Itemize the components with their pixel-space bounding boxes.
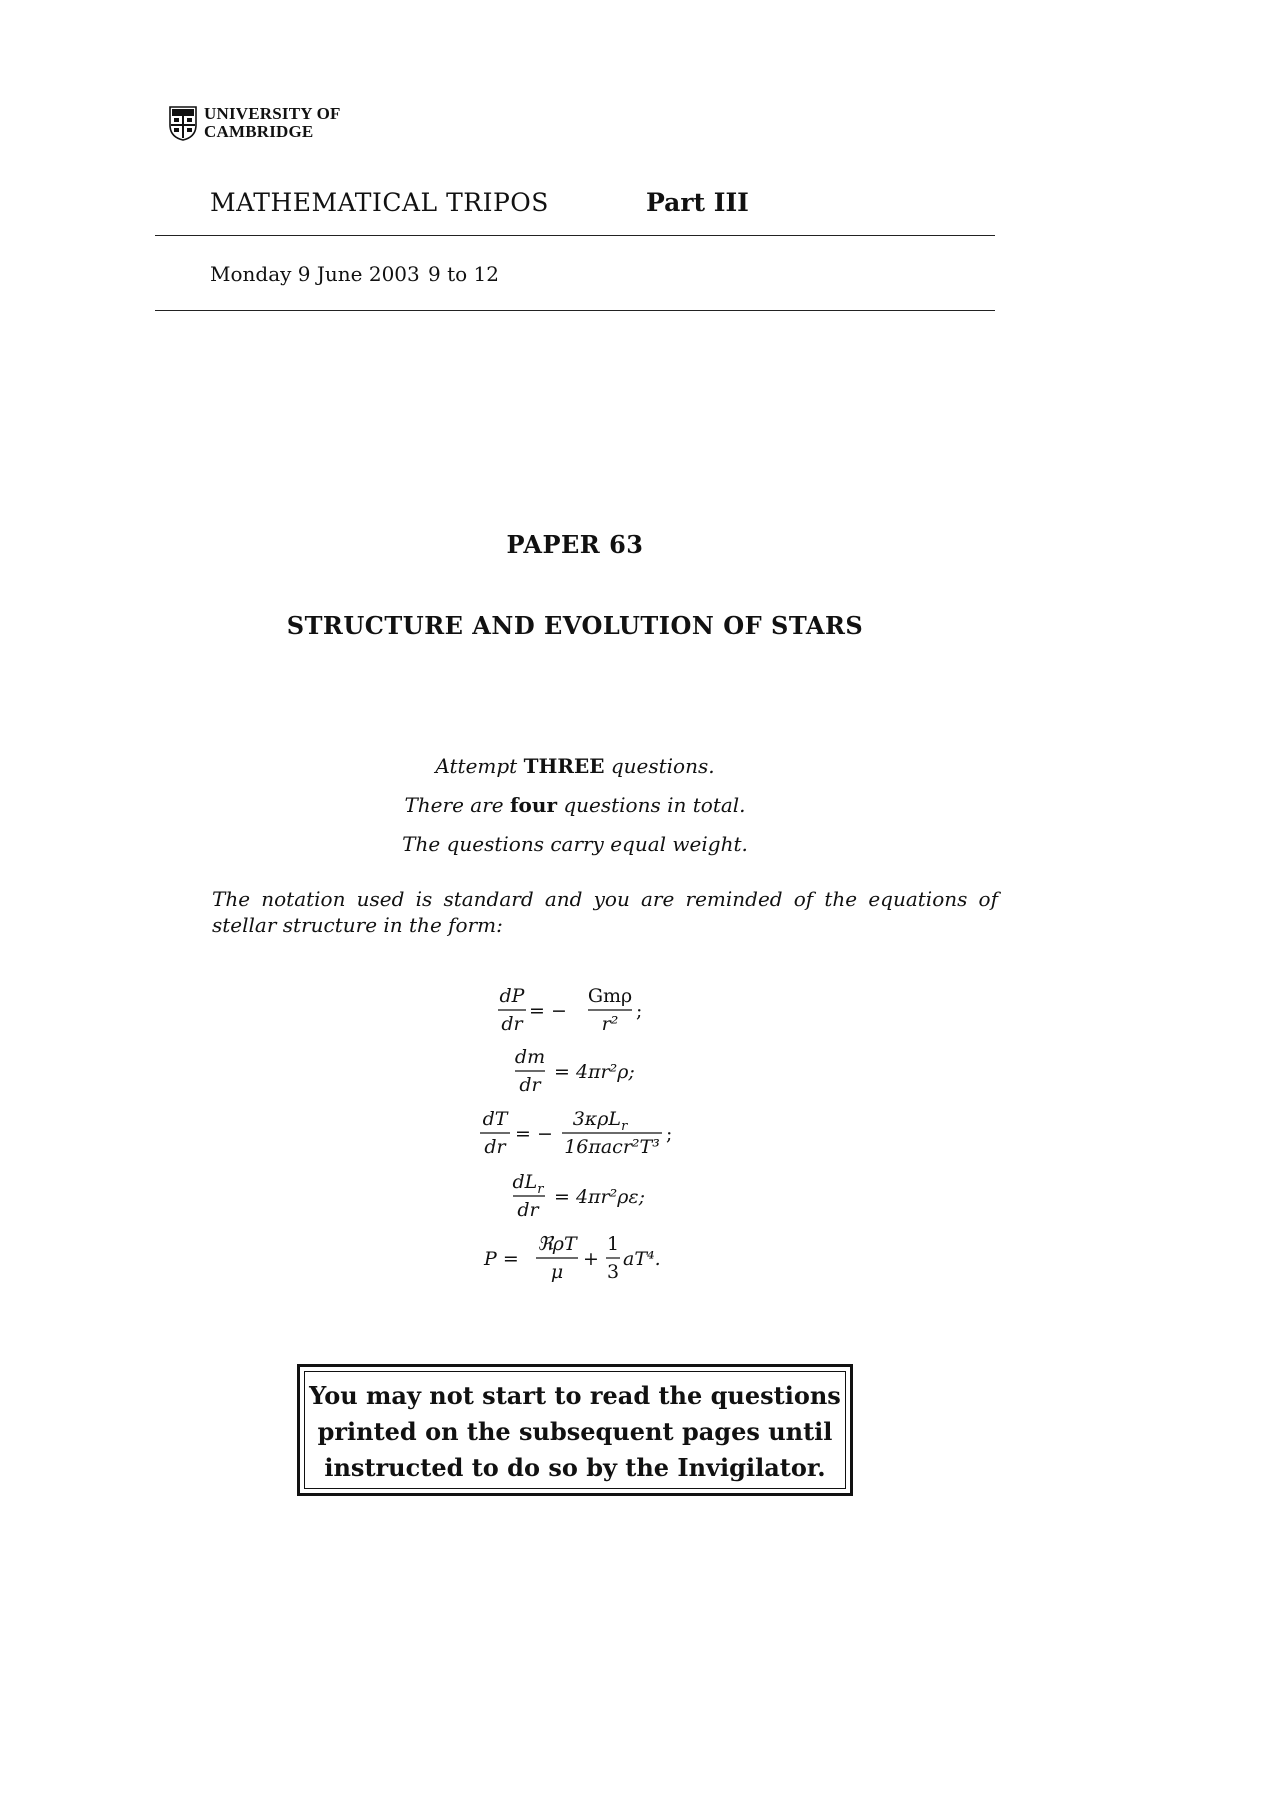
svg-text:+: + (583, 1248, 599, 1270)
stellar-structure-equations (470, 978, 730, 1298)
svg-text:;: ; (636, 1000, 643, 1022)
svg-text:aT⁴.: aT⁴. (623, 1248, 661, 1270)
paper-subject: STRUCTURE AND EVOLUTION OF STARS (286, 611, 864, 640)
svg-text:= 4πr²ρε;: = 4πr²ρε; (554, 1186, 646, 1208)
svg-text:= −: = − (515, 1123, 553, 1145)
equation-hydrostatic (498, 985, 642, 1035)
top-rule (155, 235, 995, 236)
instruction-attempt: Attempt THREE questions. (435, 754, 715, 778)
svg-text:16πacr²T³: 16πacr²T³ (564, 1136, 660, 1158)
equation-radiative-transfer (480, 1108, 672, 1158)
exam-date: Monday 9 June 2003 (210, 262, 420, 286)
crest-icon (168, 105, 198, 141)
svg-text:dP: dP (499, 985, 525, 1007)
notation-paragraph: The notation used is standard and you are reminded of the equations of stellar structure in the form: (212, 887, 998, 937)
svg-text:dr: dr (501, 1013, 523, 1035)
instruction-total: There are four questions in total. (404, 793, 746, 817)
svg-text:dT: dT (482, 1108, 508, 1130)
svg-text:ℜρT: ℜρT (537, 1233, 577, 1255)
exam-title: MATHEMATICAL TRIPOS (210, 188, 549, 217)
svg-text:3κρLr: 3κρL$_r$ (572, 1108, 628, 1134)
svg-text:3: 3 (606, 1261, 620, 1283)
svg-text:dr: dr (484, 1136, 506, 1158)
svg-text:dLr: $dL_r$ (512, 1171, 544, 1197)
svg-text:dm: dm (514, 1046, 546, 1068)
svg-text:= −: = − (529, 1000, 567, 1022)
notice-line-1: You may not start to read the questions (309, 1381, 841, 1410)
svg-text:r²: r² (601, 1013, 619, 1035)
svg-text:dr: dr (517, 1199, 539, 1221)
svg-text:μ: μ (550, 1261, 564, 1283)
notice-inner-frame (304, 1371, 846, 1489)
exam-part: Part III (646, 188, 749, 217)
svg-text:dr: dr (519, 1074, 541, 1096)
invigilator-notice-box (297, 1364, 853, 1496)
svg-text:Gmρ: Gmρ (587, 985, 633, 1007)
svg-text:= 4πr²ρ;: = 4πr²ρ; (554, 1061, 635, 1083)
equation-pressure (483, 1233, 661, 1283)
university-name: UNIVERSITY OF CAMBRIDGE (204, 104, 341, 141)
paper-number: PAPER 63 (506, 530, 644, 559)
svg-text:P =: P = (484, 1248, 519, 1270)
notice-line-3: instructed to do so by the Invigilator. (324, 1453, 826, 1482)
equation-mass-continuity (515, 1046, 635, 1096)
exam-time: 9 to 12 (428, 262, 499, 286)
svg-text:;: ; (666, 1123, 673, 1145)
instruction-weight: The questions carry equal weight. (402, 832, 748, 856)
bottom-rule (155, 310, 995, 311)
notice-line-2: printed on the subsequent pages until (317, 1417, 833, 1446)
university-logo (168, 105, 341, 141)
svg-text:1: 1 (606, 1233, 620, 1255)
equation-energy-generation (513, 1171, 646, 1221)
